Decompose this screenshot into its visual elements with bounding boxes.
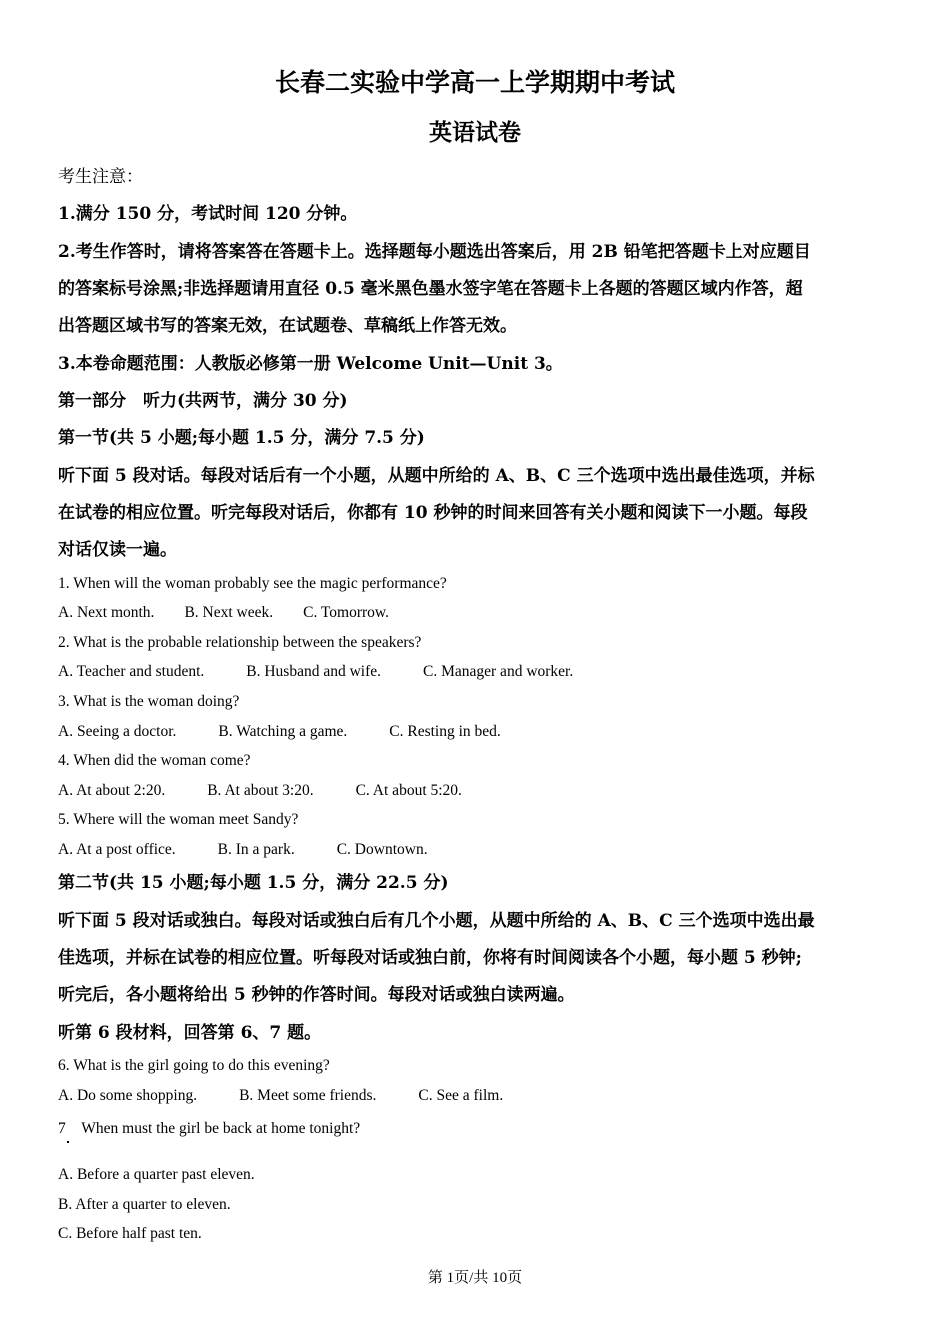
exam-title: 长春二实验中学高一上学期期中考试	[274, 68, 675, 97]
part1-heading: 第一部分 听力(共两节，满分 30 分)	[58, 391, 348, 411]
question-5-options	[58, 840, 428, 860]
page-number: 第 1页/共 10页	[427, 1270, 523, 1286]
question-3-options	[58, 722, 501, 742]
stray-dot	[67, 1141, 69, 1143]
question-2-options	[58, 662, 573, 682]
notice-item-2-line-1: 2.考生作答时，请将答案答在答题卡上。选择题每小题选出答案后，用 2B 铅笔把答题卡上对应题目	[58, 242, 811, 262]
question-7-option-a: A. Before a quarter past eleven.	[58, 1166, 255, 1183]
option-a: A. At about 2:20.	[58, 782, 166, 799]
exam-subtitle: 英语试卷	[429, 119, 521, 146]
question-7: 7 When must the girl be back at home tonight?	[58, 1120, 361, 1137]
option-a: A. Seeing a doctor.	[58, 723, 177, 740]
question-2: 2. What is the probable relationship between the speakers?	[58, 634, 422, 651]
option-a: A. Next month.	[58, 604, 155, 621]
notice-heading: 考生注意：	[58, 167, 143, 187]
notice-item-2-line-3: 出答题区域书写的答案无效，在试题卷、草稿纸上作答无效。	[58, 316, 517, 336]
section2-heading: 第二节(共 15 小题;每小题 1.5 分，满分 22.5 分)	[58, 873, 449, 893]
option-b: B. At about 3:20.	[207, 782, 314, 799]
option-a: A. At a post office.	[58, 841, 176, 858]
section1-instructions-line-1: 听下面 5 段对话。每段对话后有一个小题，从题中所给的 A、B、C 三个选项中选出最佳选项，并标	[58, 466, 815, 486]
option-b: B. Watching a game.	[218, 723, 348, 740]
question-4: 4. When did the woman come?	[58, 752, 251, 769]
question-1-options	[58, 603, 389, 623]
option-b: B. Husband and wife.	[246, 663, 382, 680]
notice-item-3: 3.本卷命题范围：人教版必修第一册 Welcome Unit—Unit 3。	[58, 354, 563, 374]
section2-instructions-line-1: 听下面 5 段对话或独白。每段对话或独白后有几个小题，从题中所给的 A、B、C 三个选项中选出最	[58, 911, 815, 931]
section1-instructions-line-2: 在试卷的相应位置。听完每段对话后，你都有 10 秒钟的时间来回答有关小题和阅读下一小题。每段	[58, 503, 808, 523]
option-c: C. Tomorrow.	[303, 604, 389, 621]
option-b: B. Meet some friends.	[239, 1087, 377, 1104]
option-c: C. See a film.	[418, 1087, 504, 1104]
question-6: 6. What is the girl going to do this evening?	[58, 1057, 330, 1074]
question-4-options	[58, 781, 462, 801]
option-c: C. Downtown.	[336, 841, 428, 858]
option-c: C. Resting in bed.	[389, 723, 501, 740]
section2-instructions-line-2: 佳选项，并标在试卷的相应位置。听每段对话或独白前，你将有时间阅读各个小题，每小题 5 秒钟;	[58, 948, 802, 968]
notice-item-1: 1.满分 150 分，考试时间 120 分钟。	[58, 204, 358, 224]
option-a: A. Do some shopping.	[58, 1087, 198, 1104]
question-5: 5. Where will the woman meet Sandy?	[58, 811, 299, 828]
section2-instructions-line-3: 听完后，各小题将给出 5 秒钟的作答时间。每段对话或独白读两遍。	[58, 985, 575, 1005]
notice-item-2-line-2: 的答案标号涂黑;非选择题请用直径 0.5 毫米黑色墨水签字笔在答题卡上各题的答题区域内作答，超	[58, 279, 803, 299]
option-b: B. Next week.	[184, 604, 274, 621]
option-c: C. At about 5:20.	[355, 782, 462, 799]
question-3: 3. What is the woman doing?	[58, 693, 240, 710]
question-7-option-c: C. Before half past ten.	[58, 1225, 202, 1242]
option-b: B. In a park.	[217, 841, 295, 858]
option-c: C. Manager and worker.	[423, 663, 574, 680]
section1-instructions-line-3: 对话仅读一遍。	[58, 540, 177, 560]
material-6-heading: 听第 6 段材料，回答第 6、7 题。	[58, 1023, 322, 1043]
option-a: A. Teacher and student.	[58, 663, 205, 680]
section1-heading: 第一节(共 5 小题;每小题 1.5 分，满分 7.5 分)	[58, 428, 425, 448]
question-1: 1. When will the woman probably see the magic performance?	[58, 575, 447, 592]
question-7-option-b: B. After a quarter to eleven.	[58, 1196, 231, 1213]
question-6-options	[58, 1086, 503, 1106]
